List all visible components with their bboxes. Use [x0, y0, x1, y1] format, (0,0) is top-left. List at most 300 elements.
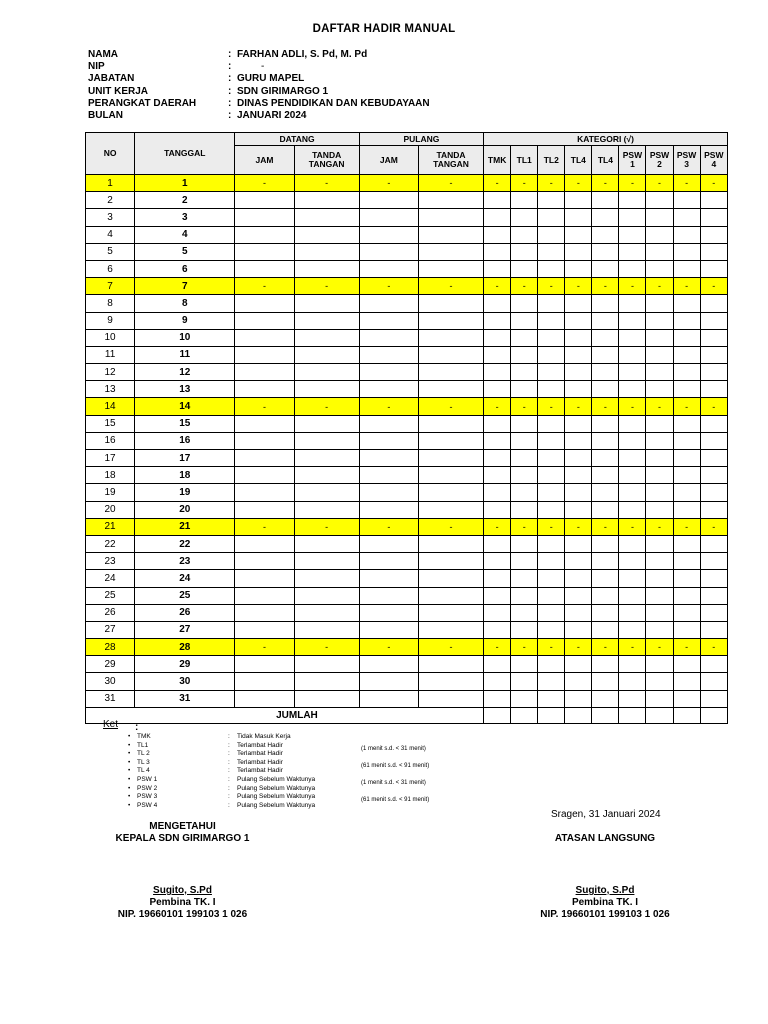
cell-entry [294, 192, 359, 209]
table-row [86, 450, 728, 467]
cell-entry [646, 312, 673, 329]
cell-entry [646, 501, 673, 518]
legend-colon: : [135, 722, 139, 733]
cell-entry [418, 656, 483, 673]
cell-entry [511, 621, 538, 638]
cell-entry [418, 501, 483, 518]
cell-entry [418, 226, 483, 243]
cell-entry [418, 295, 483, 312]
cell-entry [294, 312, 359, 329]
legend-colon: : [228, 793, 230, 801]
cell-entry [235, 535, 294, 552]
cell-entry [538, 329, 565, 346]
cell-no: 23 [86, 553, 135, 570]
cell-entry [484, 467, 511, 484]
cell-entry [619, 312, 646, 329]
signature-position: ATASAN LANGSUNG [554, 833, 656, 844]
cell-entry [235, 260, 294, 277]
cell-entry [700, 226, 727, 243]
cell-entry [673, 467, 700, 484]
cell-entry [359, 673, 418, 690]
cell-entry [565, 243, 592, 260]
cell-entry [592, 484, 619, 501]
cell-entry [511, 364, 538, 381]
table-row [86, 432, 728, 449]
cell-entry [538, 484, 565, 501]
cell-entry [235, 621, 294, 638]
cell-entry [484, 450, 511, 467]
cell-no: 14 [86, 398, 135, 415]
jumlah-cell [673, 707, 700, 723]
legend-colon: : [228, 733, 230, 740]
cell-entry [592, 364, 619, 381]
header-kategori: KATEGORI (√) [484, 133, 728, 146]
cell-entry [538, 226, 565, 243]
header-category: PSW 1 [619, 146, 646, 175]
cell-entry: - [294, 175, 359, 192]
info-colon: : [228, 73, 232, 85]
cell-entry [294, 690, 359, 707]
cell-tanggal: 22 [135, 535, 235, 552]
cell-entry [592, 312, 619, 329]
cell-entry [359, 604, 418, 621]
cell-entry [565, 656, 592, 673]
cell-entry [565, 364, 592, 381]
cell-entry [418, 604, 483, 621]
cell-tanggal: 27 [135, 621, 235, 638]
cell-entry [619, 604, 646, 621]
cell-entry [294, 604, 359, 621]
cell-entry [565, 604, 592, 621]
cell-entry [235, 432, 294, 449]
legend-code: TL 4 [137, 767, 150, 775]
cell-no: 3 [86, 209, 135, 226]
cell-entry [700, 604, 727, 621]
cell-no: 7 [86, 278, 135, 295]
cell-entry [484, 690, 511, 707]
bullet-icon: • [128, 793, 131, 801]
header-category: PSW 2 [646, 146, 673, 175]
cell-entry [592, 450, 619, 467]
cell-entry [359, 209, 418, 226]
cell-entry [565, 570, 592, 587]
jumlah-cell [538, 707, 565, 723]
cell-entry [294, 295, 359, 312]
cell-entry: - [294, 518, 359, 535]
header-category: PSW 4 [700, 146, 727, 175]
cell-entry [235, 604, 294, 621]
cell-entry: - [484, 518, 511, 535]
cell-no: 17 [86, 450, 135, 467]
cell-entry [294, 364, 359, 381]
table-row [86, 553, 728, 570]
table-row [86, 381, 728, 398]
cell-entry: - [418, 639, 483, 656]
table-row [86, 175, 728, 192]
legend-colon: : [228, 758, 230, 766]
legend-code: PSW 1 [137, 775, 158, 783]
cell-entry [484, 621, 511, 638]
cell-entry [673, 329, 700, 346]
cell-entry: - [646, 639, 673, 656]
table-row [86, 192, 728, 209]
info-label: NAMA [88, 49, 118, 60]
cell-entry [592, 467, 619, 484]
cell-tanggal: 14 [135, 398, 235, 415]
cell-entry [359, 295, 418, 312]
cell-entry [619, 484, 646, 501]
cell-entry [235, 587, 294, 604]
cell-entry: - [673, 175, 700, 192]
cell-entry [418, 415, 483, 432]
cell-entry [538, 587, 565, 604]
cell-entry [592, 553, 619, 570]
cell-entry [511, 673, 538, 690]
cell-entry [511, 535, 538, 552]
cell-entry: - [619, 518, 646, 535]
cell-entry [511, 295, 538, 312]
cell-entry [294, 243, 359, 260]
cell-entry: - [418, 398, 483, 415]
attendance-body [86, 175, 728, 708]
cell-tanggal: 26 [135, 604, 235, 621]
cell-entry: - [700, 398, 727, 415]
cell-entry [619, 192, 646, 209]
cell-entry [484, 432, 511, 449]
bullet-icon: • [128, 750, 131, 758]
cell-entry [700, 346, 727, 363]
cell-entry: - [484, 639, 511, 656]
cell-entry [592, 673, 619, 690]
table-row [86, 295, 728, 312]
cell-tanggal: 9 [135, 312, 235, 329]
cell-entry: - [700, 175, 727, 192]
cell-entry [565, 621, 592, 638]
cell-entry [700, 312, 727, 329]
cell-entry: - [565, 278, 592, 295]
cell-no: 22 [86, 535, 135, 552]
cell-entry [511, 432, 538, 449]
cell-entry: - [673, 398, 700, 415]
cell-entry [418, 690, 483, 707]
cell-entry [538, 656, 565, 673]
cell-entry [673, 587, 700, 604]
cell-entry [538, 604, 565, 621]
cell-entry [700, 364, 727, 381]
cell-no: 13 [86, 381, 135, 398]
cell-entry: - [646, 398, 673, 415]
legend-colon: : [228, 801, 230, 809]
legend-note: (1 menit s.d. < 31 menit) [361, 779, 426, 786]
cell-entry [646, 656, 673, 673]
legend-desc: Pulang Sebelum Waktunya [237, 793, 316, 801]
cell-entry [538, 501, 565, 518]
header-datang: DATANG [235, 133, 359, 146]
jumlah-blank [359, 707, 483, 723]
cell-entry [673, 346, 700, 363]
header-pulang: PULANG [359, 133, 483, 146]
cell-no: 11 [86, 346, 135, 363]
cell-entry [538, 690, 565, 707]
cell-entry: - [565, 639, 592, 656]
cell-entry [484, 243, 511, 260]
cell-entry: - [511, 518, 538, 535]
cell-entry [294, 381, 359, 398]
cell-entry: - [294, 639, 359, 656]
cell-entry [538, 450, 565, 467]
cell-entry [294, 346, 359, 363]
cell-entry: - [673, 639, 700, 656]
cell-no: 4 [86, 226, 135, 243]
cell-no: 8 [86, 295, 135, 312]
table-row [86, 535, 728, 552]
cell-entry [538, 260, 565, 277]
cell-entry [565, 535, 592, 552]
cell-entry: - [592, 175, 619, 192]
cell-entry [592, 226, 619, 243]
cell-entry [565, 467, 592, 484]
cell-entry [511, 656, 538, 673]
cell-entry [294, 570, 359, 587]
cell-entry [700, 432, 727, 449]
cell-tanggal: 10 [135, 329, 235, 346]
cell-tanggal: 11 [135, 346, 235, 363]
cell-entry: - [700, 518, 727, 535]
legend-desc: Terlambat Hadir [237, 741, 283, 749]
cell-tanggal: 20 [135, 501, 235, 518]
cell-entry [619, 226, 646, 243]
cell-entry [484, 295, 511, 312]
cell-entry: - [673, 518, 700, 535]
cell-entry [484, 501, 511, 518]
cell-entry [538, 415, 565, 432]
info-colon: : [228, 61, 232, 73]
table-row [86, 467, 728, 484]
cell-tanggal: 4 [135, 226, 235, 243]
cell-tanggal: 18 [135, 467, 235, 484]
header-datang-tanda-tangan: TANDA TANGAN [294, 146, 359, 175]
cell-entry [673, 690, 700, 707]
cell-entry [592, 587, 619, 604]
cell-entry [592, 501, 619, 518]
cell-entry [700, 260, 727, 277]
cell-entry [359, 364, 418, 381]
cell-entry [673, 432, 700, 449]
cell-entry [538, 295, 565, 312]
cell-entry [673, 553, 700, 570]
legend-colon: : [228, 784, 230, 792]
info-value: - [261, 61, 265, 73]
cell-entry: - [359, 639, 418, 656]
cell-entry [565, 690, 592, 707]
cell-entry [359, 260, 418, 277]
cell-entry [511, 192, 538, 209]
table-row [86, 209, 728, 226]
cell-entry [294, 467, 359, 484]
signature-nip: NIP. 19660101 199103 1 026 [540, 909, 670, 920]
cell-entry [646, 587, 673, 604]
cell-entry [646, 209, 673, 226]
table-row [86, 260, 728, 277]
cell-entry [359, 690, 418, 707]
cell-entry [484, 260, 511, 277]
cell-entry [511, 450, 538, 467]
cell-entry [646, 484, 673, 501]
cell-entry [646, 570, 673, 587]
cell-entry [646, 535, 673, 552]
cell-entry [418, 467, 483, 484]
cell-entry [619, 346, 646, 363]
cell-entry [673, 243, 700, 260]
cell-entry [294, 432, 359, 449]
cell-entry: - [235, 518, 294, 535]
cell-entry [294, 260, 359, 277]
cell-entry [235, 553, 294, 570]
legend-desc: Tidak Masuk Kerja [237, 733, 291, 740]
header-no: NO [86, 133, 135, 175]
cell-entry [294, 621, 359, 638]
cell-entry [619, 364, 646, 381]
cell-entry [700, 209, 727, 226]
info-colon: : [228, 109, 232, 121]
cell-entry: - [619, 175, 646, 192]
cell-entry [511, 553, 538, 570]
cell-entry [646, 329, 673, 346]
cell-entry [619, 467, 646, 484]
cell-entry [619, 243, 646, 260]
cell-tanggal: 28 [135, 639, 235, 656]
cell-entry [484, 604, 511, 621]
cell-entry [673, 450, 700, 467]
cell-entry [673, 381, 700, 398]
cell-no: 26 [86, 604, 135, 621]
cell-no: 2 [86, 192, 135, 209]
cell-entry [511, 690, 538, 707]
cell-entry [511, 570, 538, 587]
cell-entry [294, 535, 359, 552]
legend-note: (61 menit s.d. < 91 menit) [361, 797, 430, 804]
table-row [86, 415, 728, 432]
cell-entry [592, 535, 619, 552]
cell-entry [592, 346, 619, 363]
cell-entry [484, 226, 511, 243]
cell-entry: - [673, 278, 700, 295]
cell-entry: - [484, 278, 511, 295]
cell-entry [592, 432, 619, 449]
cell-entry [646, 604, 673, 621]
cell-entry [646, 621, 673, 638]
header-category: TL1 [511, 146, 538, 175]
cell-entry [538, 553, 565, 570]
cell-entry [511, 381, 538, 398]
cell-entry: - [592, 639, 619, 656]
cell-entry: - [538, 398, 565, 415]
cell-entry [235, 570, 294, 587]
cell-entry [484, 673, 511, 690]
cell-entry [700, 329, 727, 346]
cell-entry [565, 209, 592, 226]
bullet-icon: • [128, 733, 131, 740]
cell-entry [592, 329, 619, 346]
cell-entry [538, 570, 565, 587]
cell-entry [619, 553, 646, 570]
cell-entry [700, 243, 727, 260]
signature-right [520, 833, 690, 921]
cell-entry: - [359, 278, 418, 295]
legend-desc: Pulang Sebelum Waktunya [237, 775, 316, 783]
cell-tanggal: 29 [135, 656, 235, 673]
cell-entry [418, 364, 483, 381]
cell-entry [646, 415, 673, 432]
cell-entry: - [235, 639, 294, 656]
cell-entry [538, 346, 565, 363]
info-value: JANUARI 2024 [237, 109, 307, 121]
cell-entry [592, 690, 619, 707]
cell-entry: - [700, 278, 727, 295]
legend-code: PSW 4 [137, 801, 158, 809]
cell-entry [538, 243, 565, 260]
table-row [86, 570, 728, 587]
cell-entry: - [592, 518, 619, 535]
cell-entry [538, 467, 565, 484]
legend-desc: Pulang Sebelum Waktunya [237, 801, 316, 809]
cell-entry [359, 587, 418, 604]
cell-entry: - [359, 518, 418, 535]
cell-entry [359, 484, 418, 501]
cell-entry [673, 192, 700, 209]
cell-entry [235, 690, 294, 707]
cell-entry [619, 570, 646, 587]
cell-entry [673, 604, 700, 621]
cell-entry [418, 432, 483, 449]
cell-entry: - [700, 639, 727, 656]
cell-entry: - [418, 518, 483, 535]
cell-entry [484, 570, 511, 587]
cell-entry [235, 312, 294, 329]
cell-entry [418, 484, 483, 501]
cell-entry [619, 295, 646, 312]
info-label: NIP [88, 61, 105, 73]
cell-entry [619, 432, 646, 449]
legend-note: (61 menit s.d. < 91 menit) [361, 762, 430, 769]
cell-entry [538, 673, 565, 690]
table-row [86, 501, 728, 518]
cell-entry [294, 450, 359, 467]
legend-desc: Pulang Sebelum Waktunya [237, 784, 316, 792]
info-value: FARHAN ADLI, S. Pd, M. Pd [237, 49, 368, 60]
cell-tanggal: 25 [135, 587, 235, 604]
table-row [86, 484, 728, 501]
cell-entry [592, 243, 619, 260]
signature-rank: Pembina TK. I [571, 897, 639, 908]
cell-entry [235, 415, 294, 432]
cell-entry [359, 501, 418, 518]
cell-entry [565, 432, 592, 449]
jumlah-cell [619, 707, 646, 723]
signature-rank: Pembina TK. I [149, 897, 216, 908]
cell-entry [700, 415, 727, 432]
cell-entry [673, 295, 700, 312]
cell-no: 28 [86, 639, 135, 656]
legend-desc: Terlambat Hadir [237, 767, 283, 775]
cell-tanggal: 6 [135, 260, 235, 277]
cell-entry: - [646, 175, 673, 192]
cell-entry [294, 415, 359, 432]
header-category: TL2 [538, 146, 565, 175]
jumlah-cell [592, 707, 619, 723]
legend-colon: : [228, 775, 230, 783]
cell-no: 20 [86, 501, 135, 518]
